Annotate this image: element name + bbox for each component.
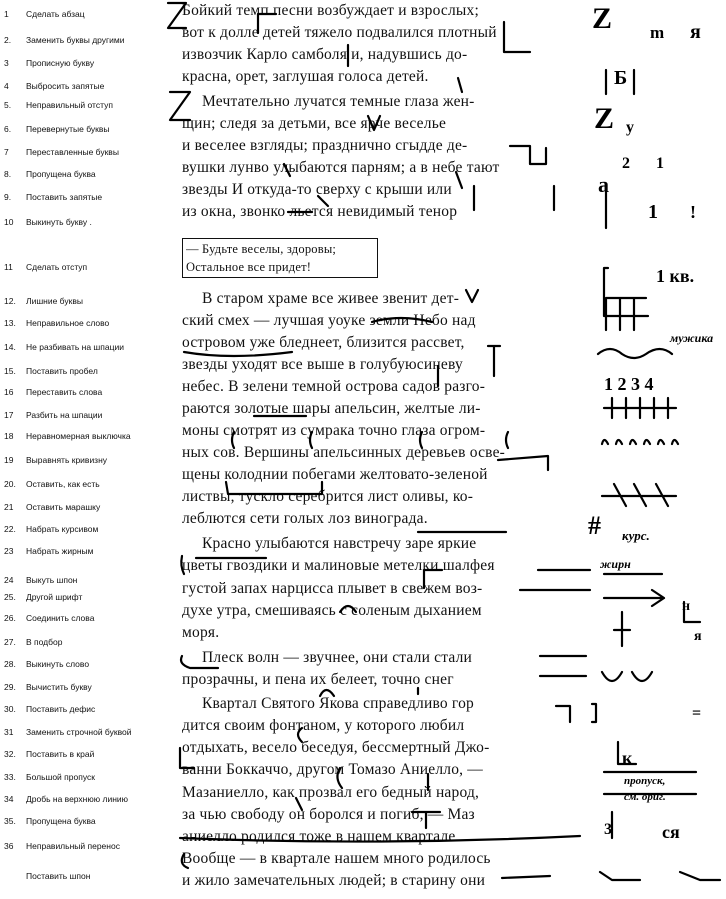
text-line: Остальное все придет! [186, 260, 312, 274]
legend-text: Заменить строчной буквой [26, 727, 132, 737]
legend-number: 18 [4, 431, 14, 441]
legend-text: Дробь на верхнюю линию [26, 794, 129, 804]
legend-number: 7 [4, 147, 9, 157]
margin-glyph: m [650, 23, 665, 42]
legend-number: 32. [4, 749, 16, 759]
legend-number: 27. [4, 637, 16, 647]
text-line: ных сов. Вершины апельсинных деревьев осве- [182, 444, 506, 461]
legend-number: 33. [4, 772, 16, 782]
margin-glyph: курс. [622, 528, 650, 543]
text-line: леблются сети голых лоз винограда. [182, 510, 428, 527]
text-line: щены колоднии побегами желтовато-зеленой [182, 466, 488, 483]
legend-text: Другой шрифт [26, 592, 83, 602]
legend-text: Неправильный перенос [26, 841, 120, 851]
correction-mark [466, 290, 478, 302]
legend-text: Соединить слова [26, 613, 95, 623]
legend-text: Переставленные буквы [26, 147, 119, 157]
margin-mark [598, 349, 672, 358]
legend-text: Поставить дефис [26, 704, 96, 714]
legend-number: 31 [4, 727, 14, 737]
margin-glyph: Б [614, 67, 628, 89]
text-line: Мечтательно лучатся темные глаза жен- [202, 93, 475, 110]
correction-mark [540, 656, 586, 676]
legend-number: 21 [4, 502, 14, 512]
legend-text: Заменить буквы другими [26, 35, 125, 45]
legend-text: Переставить слова [26, 387, 103, 397]
legend-text: Набрать курсивом [26, 524, 99, 534]
margin-glyph: у [626, 119, 634, 136]
legend-number: 5. [4, 100, 12, 110]
correction-mark [298, 728, 302, 742]
text-line: густой запах нарцисса плывет в свежем воз- [182, 580, 483, 597]
legend-text: Неравномерная выключка [26, 431, 131, 441]
correction-mark [180, 748, 194, 768]
text-line: красна, орет, заглушая голоса детей. [182, 68, 429, 85]
correction-mark [258, 14, 276, 33]
text-line: отдыхать, весело беседуя, бессмертный Джо- [182, 739, 490, 756]
margin-glyph: ! [690, 202, 696, 222]
text-line: и веселее взгляды; празднично сгыдде де- [182, 137, 468, 154]
text-line: и жило замечательных людей; в старину они [182, 872, 486, 889]
margin-mark [614, 612, 630, 646]
legend-text: Оставить, как есть [26, 479, 100, 489]
margin-glyph: ся [662, 822, 680, 842]
text-line: В старом храме все живее звенит дет- [202, 290, 460, 307]
text-line: из окна, звонко льется невидимый тенор [182, 203, 458, 220]
legend-text: Пропущена буква [26, 169, 96, 179]
legend-text: Пропущена буква [26, 816, 96, 826]
margin-glyph: Z [594, 102, 615, 135]
legend-text: Поставить пробел [26, 366, 98, 376]
correction-mark [412, 812, 440, 828]
legend-number: 28. [4, 659, 16, 669]
margin-glyph: 1 кв. [656, 266, 695, 286]
legend-text: Поставить запятые [26, 192, 103, 202]
correction-mark [340, 606, 356, 612]
legend-number: 9. [4, 192, 12, 202]
text-line: ский смех — лучшая уоуке земли Небо над [182, 312, 476, 329]
legend-number: 8. [4, 169, 12, 179]
text-line: Плеск волн — звучнее, они стали стали [202, 649, 473, 666]
legend-text: Выкуть шпон [26, 575, 78, 585]
margin-mark [602, 484, 676, 506]
paragraph-mark [168, 3, 186, 28]
margin-glyph: я [690, 21, 701, 43]
text-line: щин; следя за детьми, все ярче веселье [182, 115, 447, 132]
legend-text: Выкинуть букву . [26, 217, 92, 227]
text-line: за чью свободу он боролся и погиб, — Маз [182, 806, 475, 823]
legend-number: 12. [4, 296, 16, 306]
legend-number: 1 [4, 9, 9, 19]
legend-number: 15. [4, 366, 16, 376]
correction-mark [372, 318, 432, 322]
text-line: дится своим фонтаном, у которого любил [182, 717, 465, 734]
legend-text: Вычистить букву [26, 682, 92, 692]
text-line: Бойкий темп песни возбуждает и взрослых; [182, 2, 479, 19]
text-line: звезды И откуда-то сверху с крыши или [182, 181, 452, 198]
correction-mark [556, 706, 570, 722]
margin-glyph: 1 [648, 201, 658, 223]
text-line: небес. В зелени темной острова садов разго- [182, 378, 486, 395]
legend-text: Не разбивать на шпации [26, 342, 124, 352]
legend-number: 13. [4, 318, 16, 328]
legend-number: 11 [4, 262, 13, 272]
margin-glyph: мужика [670, 331, 714, 345]
margin-glyph: 2 [622, 155, 630, 172]
legend-text: Поставить шпон [26, 871, 91, 881]
correction-mark [226, 482, 322, 494]
margin-mark [604, 590, 664, 606]
legend-text: Разбить на шпации [26, 410, 103, 420]
correction-mark [337, 768, 342, 788]
correction-mark [232, 432, 508, 448]
margin-glyph: Z [592, 2, 613, 35]
margin-mark [680, 872, 720, 880]
correction-mark [288, 196, 328, 212]
legend-number: 2. [4, 35, 12, 45]
margin-glyph: жирн [600, 557, 631, 571]
legend-number: 25. [4, 592, 16, 602]
margin-glyph: я [694, 629, 702, 644]
legend-number: 36 [4, 841, 14, 851]
correction-mark [424, 570, 442, 588]
legend-text: Прописную букву [26, 58, 95, 68]
legend-number: 14. [4, 342, 16, 352]
correction-mark [184, 352, 292, 356]
legend-text: Выравнять кривизну [26, 455, 108, 465]
correction-mark [284, 164, 290, 176]
legend-number: 3 [4, 58, 9, 68]
text-line: Мазаниелло, как прозвал его бедный народ, [182, 784, 480, 801]
legend-number: 10 [4, 217, 14, 227]
text-line: раются золотые шары апельсин, желтые ли- [182, 400, 481, 417]
margin-glyph: 3 [604, 821, 612, 838]
text-line: моря. [182, 624, 220, 641]
correction-mark [182, 854, 188, 868]
legend-number: 29. [4, 682, 16, 692]
correction-mark [320, 690, 334, 696]
legend-number: 35. [4, 816, 16, 826]
text-line: Квартал Святого Якова справедливо гор [202, 695, 474, 712]
correction-mark [520, 570, 590, 590]
text-line: вушки лунво улыбаются парням; а в небе тают [182, 159, 500, 176]
legend-number: 34 [4, 794, 14, 804]
legend-number: 22. [4, 524, 16, 534]
text-line: Красно улыбаются навстречу заре яркие [202, 535, 477, 552]
legend-number: 20. [4, 479, 16, 489]
text-line: цветы гвоздики и малиновые метелки шалфея [182, 557, 495, 574]
text-line: листвы, тускло серебрится лист оливы, ко- [182, 488, 474, 505]
correction-mark [510, 146, 546, 164]
margin-mark [592, 704, 596, 722]
text-line: моны смотрят из сумрака точно глаза огром- [182, 422, 486, 439]
legend-text: В подбор [26, 637, 63, 647]
margin-glyph: 1 [656, 155, 664, 172]
legend-number: 4 [4, 81, 9, 91]
margin-glyph: н [682, 599, 691, 614]
margin-glyph: к [622, 748, 633, 768]
legend-number: 16 [4, 387, 14, 397]
legend-text: Перевернутые буквы [26, 124, 110, 134]
margin-mark [602, 672, 652, 681]
legend-number: 6. [4, 124, 12, 134]
margin-glyph: см. ориг. [624, 791, 666, 803]
legend-text: Набрать жирным [26, 546, 94, 556]
correction-mark [181, 556, 184, 574]
margin-mark [604, 268, 648, 316]
correction-mark [296, 798, 302, 810]
text-line: островом уже бледнеет, близится рассвет, [182, 334, 465, 351]
margin-mark [600, 872, 640, 880]
margin-glyph: 1 2 3 4 [604, 374, 654, 394]
legend-text: Сделать отступ [26, 262, 88, 272]
legend-text: Выкинуть слово [26, 659, 90, 669]
correction-mark [502, 876, 550, 878]
correction-mark [180, 836, 580, 842]
text-line: извозчик Карло самболя и, надувшись до- [182, 46, 468, 63]
legend-text: Неправильное слово [26, 318, 110, 328]
correction-mark [456, 172, 462, 188]
legend-text: Сделать абзац [26, 9, 85, 19]
legend-number: 26. [4, 613, 16, 623]
legend-number: 30. [4, 704, 16, 714]
legend-text: Неправильный отступ [26, 100, 113, 110]
correction-mark [458, 78, 462, 92]
legend-text: Лишние буквы [26, 296, 83, 306]
correction-mark [498, 456, 548, 470]
margin-mark [604, 398, 676, 418]
margin-mark [606, 298, 646, 330]
legend-text: Выбросить запятые [26, 81, 105, 91]
text-line: прозрачны, и пена их белеет, точно снег [182, 671, 454, 688]
legend-number: 17 [4, 410, 14, 420]
margin-glyph: = [692, 705, 702, 722]
correction-mark [368, 116, 380, 130]
text-line: аниелло родился тоже в нашем квартале [182, 828, 456, 845]
margin-glyph: # [588, 511, 601, 540]
legend-text: Поставить в край [26, 749, 95, 759]
text-line: — Будьте веселы, здоровы; [186, 242, 337, 256]
correction-mark [504, 22, 530, 52]
legend-number: 23 [4, 546, 14, 556]
legend-text: Большой пропуск [26, 772, 95, 782]
correction-mark [488, 346, 500, 376]
text-line: Вообще — в квартале нашем много родилось [182, 850, 491, 867]
legend-number: 24 [4, 575, 14, 585]
text-line: звезды уходят все выше в голубуюсиневу [182, 356, 463, 373]
text-line: вот к долле детей тяжело подвалился плотный [182, 24, 497, 41]
margin-mark [602, 440, 678, 444]
legend-text: Оставить марашку [26, 502, 101, 512]
correction-mark [181, 656, 218, 668]
margin-glyph: а [598, 172, 609, 197]
legend-number: 19 [4, 455, 14, 465]
text-line: ванни Боккаччо, другом Томазо Аниелло, — [182, 761, 484, 778]
paragraph-mark [170, 92, 190, 120]
margin-glyph: пропуск, [624, 775, 666, 787]
text-line: духе утра, смешиваясь с соленым дыханием [182, 602, 482, 619]
